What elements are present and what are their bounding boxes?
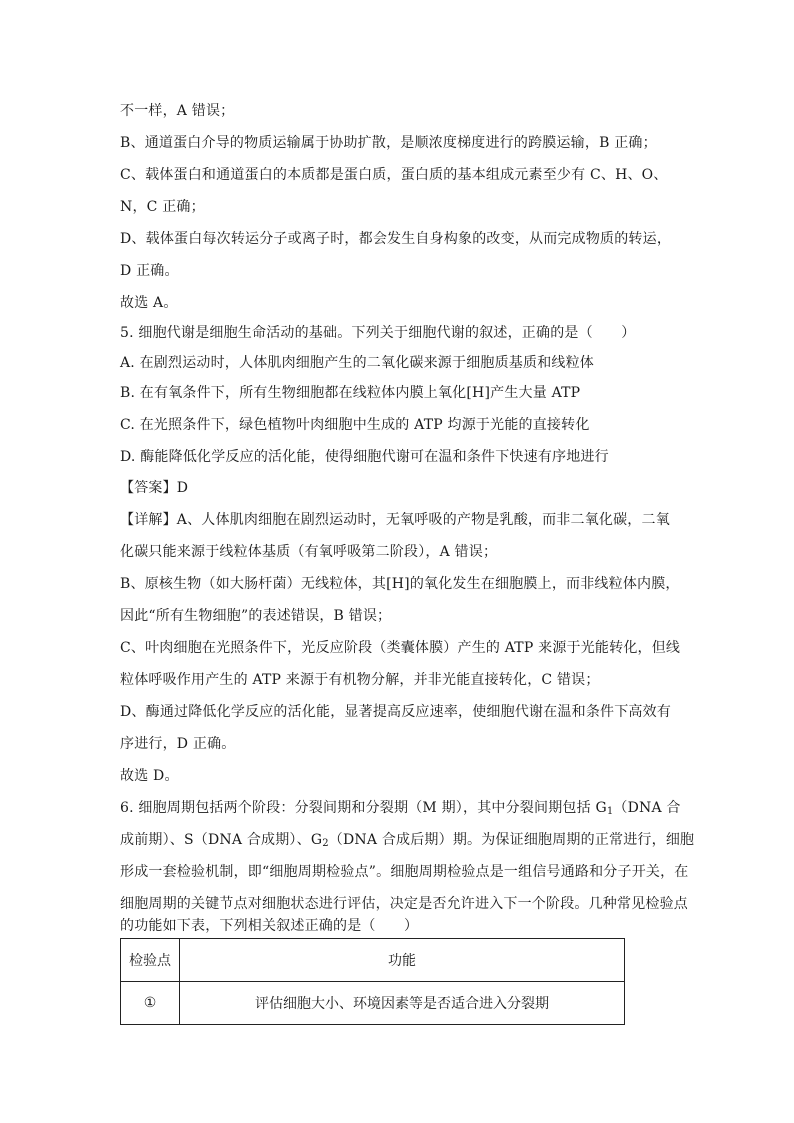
prev-line-4: N，C 正确； — [120, 199, 205, 215]
question-5-detail-7: D、酶通过降低化学反应的活化能，显著提高反应速率，使细胞代谢在温和条件下高效有 — [120, 704, 672, 720]
q6-subscript-1: 1 — [606, 806, 614, 817]
q6-line1-text-b: （DNA 合 — [613, 800, 681, 816]
q6-line1-text-a: 6. 细胞周期包括两个阶段：分裂间期和分裂期（M 期），其中分裂间期包括 G — [120, 800, 607, 816]
prev-conclusion: 故选 A。 — [120, 295, 178, 311]
prev-line-5: D、载体蛋白每次转运分子或离子时，都会发生自身构象的改变，从而完成物质的转运， — [120, 231, 672, 247]
prev-line-2: B、通道蛋白介导的物质运输属于协助扩散，是顺浓度梯度进行的跨膜运输，B 正确； — [120, 135, 657, 151]
question-6-line-5: 的功能如下表，下列相关叙述正确的是（ ） — [120, 918, 419, 934]
question-5-option-b: B. 在有氧条件下，所有生物细胞都在线粒体内膜上氧化[H]产生大量 ATP — [120, 385, 581, 401]
table-header-function: 功能 — [180, 939, 625, 982]
question-5-answer: 【答案】D — [120, 480, 189, 496]
question-6-line-2 — [120, 830, 694, 854]
question-5-detail-6: 粒体呼吸作用产生的 ATP 来源于有机物分解，并非光能直接转化，C 错误； — [120, 672, 600, 688]
question-5-detail-8: 序进行，D 正确。 — [120, 736, 236, 752]
question-5-detail-3: B、原核生物（如大肠杆菌）无线粒体，其[H]的氧化发生在细胞膜上，而非线粒体内膜， — [120, 576, 680, 592]
question-5-detail-2: 化碳只能来源于线粒体基质（有氧呼吸第二阶段），A 错误； — [120, 544, 498, 560]
question-6-line-1 — [120, 798, 681, 822]
question-5-detail-4: 因此“所有生物细胞”的表述错误，B 错误； — [120, 608, 392, 624]
table-header-row — [121, 939, 625, 982]
prev-line-6: D 正确。 — [120, 263, 179, 279]
table-row — [121, 982, 625, 1025]
question-5-detail-1: 【详解】A、人体肌肉细胞在剧烈运动时，无氧呼吸的产物是乳酸，而非二氧化碳，二氧 — [120, 512, 670, 528]
question-5-option-a: A. 在剧烈运动时，人体肌肉细胞产生的二氧化碳来源于细胞质基质和线粒体 — [120, 355, 595, 371]
question-6-line-3: 形成一套检验机制，即“细胞周期检验点”。细胞周期检验点是一组信号通路和分子开关，在 — [120, 864, 689, 880]
q6-line2-text-b: （DNA 合成后期）期。为保证细胞周期的正常进行，细胞 — [328, 832, 695, 848]
q6-line2-text-a: 成前期）、S（DNA 合成期）、G — [120, 832, 323, 848]
question-5-stem: 5. 细胞代谢是细胞生命活动的基础。下列关于细胞代谢的叙述，正确的是（ ） — [120, 325, 636, 341]
prev-line-1: 不一样，A 错误； — [120, 103, 235, 119]
question-6-line-4: 细胞周期的关键节点对细胞状态进行评估，决定是否允许进入下一个阶段。几种常见检验点 — [120, 896, 688, 912]
table-cell-checkpoint: ① — [121, 982, 180, 1025]
question-5-conclusion: 故选 D。 — [120, 768, 179, 784]
q6-subscript-2: 2 — [322, 838, 329, 849]
question-5-detail-5: C、叶肉细胞在光照条件下，光反应阶段（类囊体膜）产生的 ATP 来源于光能转化，但线 — [120, 640, 681, 656]
question-5-option-d: D. 酶能降低化学反应的活化能，使得细胞代谢可在温和条件下快速有序地进行 — [120, 449, 609, 465]
question-5-option-c: C. 在光照条件下，绿色植物叶肉细胞中生成的 ATP 均源于光能的直接转化 — [120, 417, 590, 433]
prev-line-3: C、载体蛋白和通道蛋白的本质都是蛋白质，蛋白质的基本组成元素至少有 C、H、O、 — [120, 167, 668, 183]
table-header-checkpoint: 检验点 — [121, 939, 180, 982]
checkpoint-table — [120, 938, 625, 1025]
table-cell-function: 评估细胞大小、环境因素等是否适合进入分裂期 — [180, 982, 625, 1025]
